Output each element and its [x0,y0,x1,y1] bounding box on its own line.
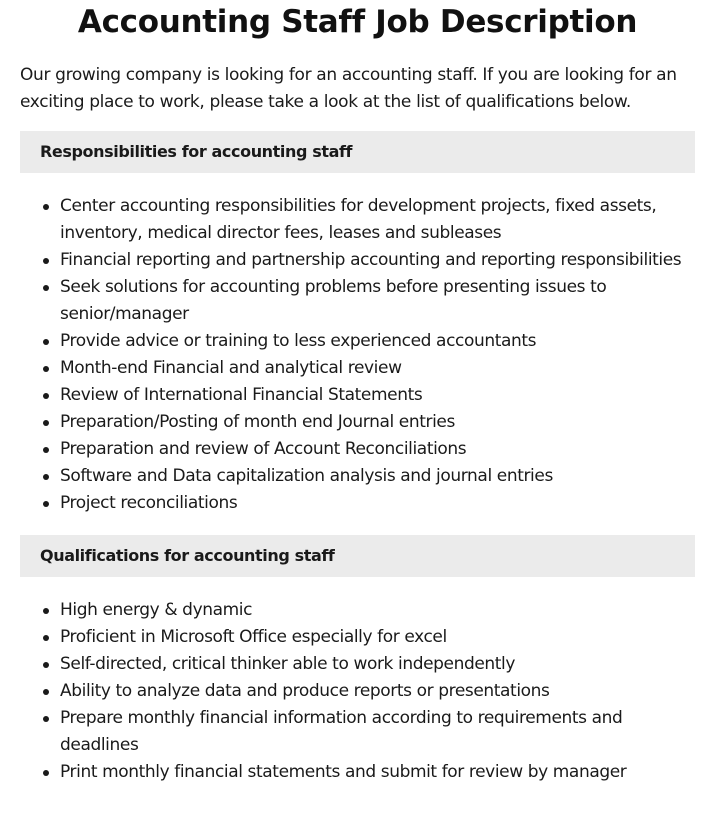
responsibilities-heading: Responsibilities for accounting staff [20,131,695,173]
list-item: Prepare monthly financial information according to requirements and deadlines [60,705,695,759]
list-item: Seek solutions for accounting problems before presenting issues to senior/manager [60,274,695,328]
list-item: Preparation and review of Account Reconciliations [60,436,695,463]
list-item: Self-directed, critical thinker able to work independently [60,651,695,678]
list-item: Software and Data capitalization analysis and journal entries [60,463,695,490]
list-item: Project reconciliations [60,490,695,517]
list-item: Proficient in Microsoft Office especially for excel [60,624,695,651]
page-title: Accounting Staff Job Description [77,4,638,40]
responsibilities-list [20,193,695,517]
list-item: Ability to analyze data and produce reports or presentations [60,678,695,705]
intro-paragraph: Our growing company is looking for an accounting staff. If you are looking for an exciting place to work, please take a look at the list of qualifications below. [20,65,677,112]
qualifications-heading: Qualifications for accounting staff [20,535,695,577]
list-item: High energy & dynamic [60,597,695,624]
list-item: Preparation/Posting of month end Journal entries [60,409,695,436]
list-item: Center accounting responsibilities for development projects, fixed assets, inventory, medical director fees, leases and subleases [60,193,695,247]
qualifications-list [20,597,695,786]
list-item: Month-end Financial and analytical review [60,355,695,382]
list-item: Financial reporting and partnership accounting and reporting responsibilities [60,247,695,274]
list-item: Provide advice or training to less experienced accountants [60,328,695,355]
list-item: Print monthly financial statements and submit for review by manager [60,759,695,786]
list-item: Review of International Financial Statements [60,382,695,409]
